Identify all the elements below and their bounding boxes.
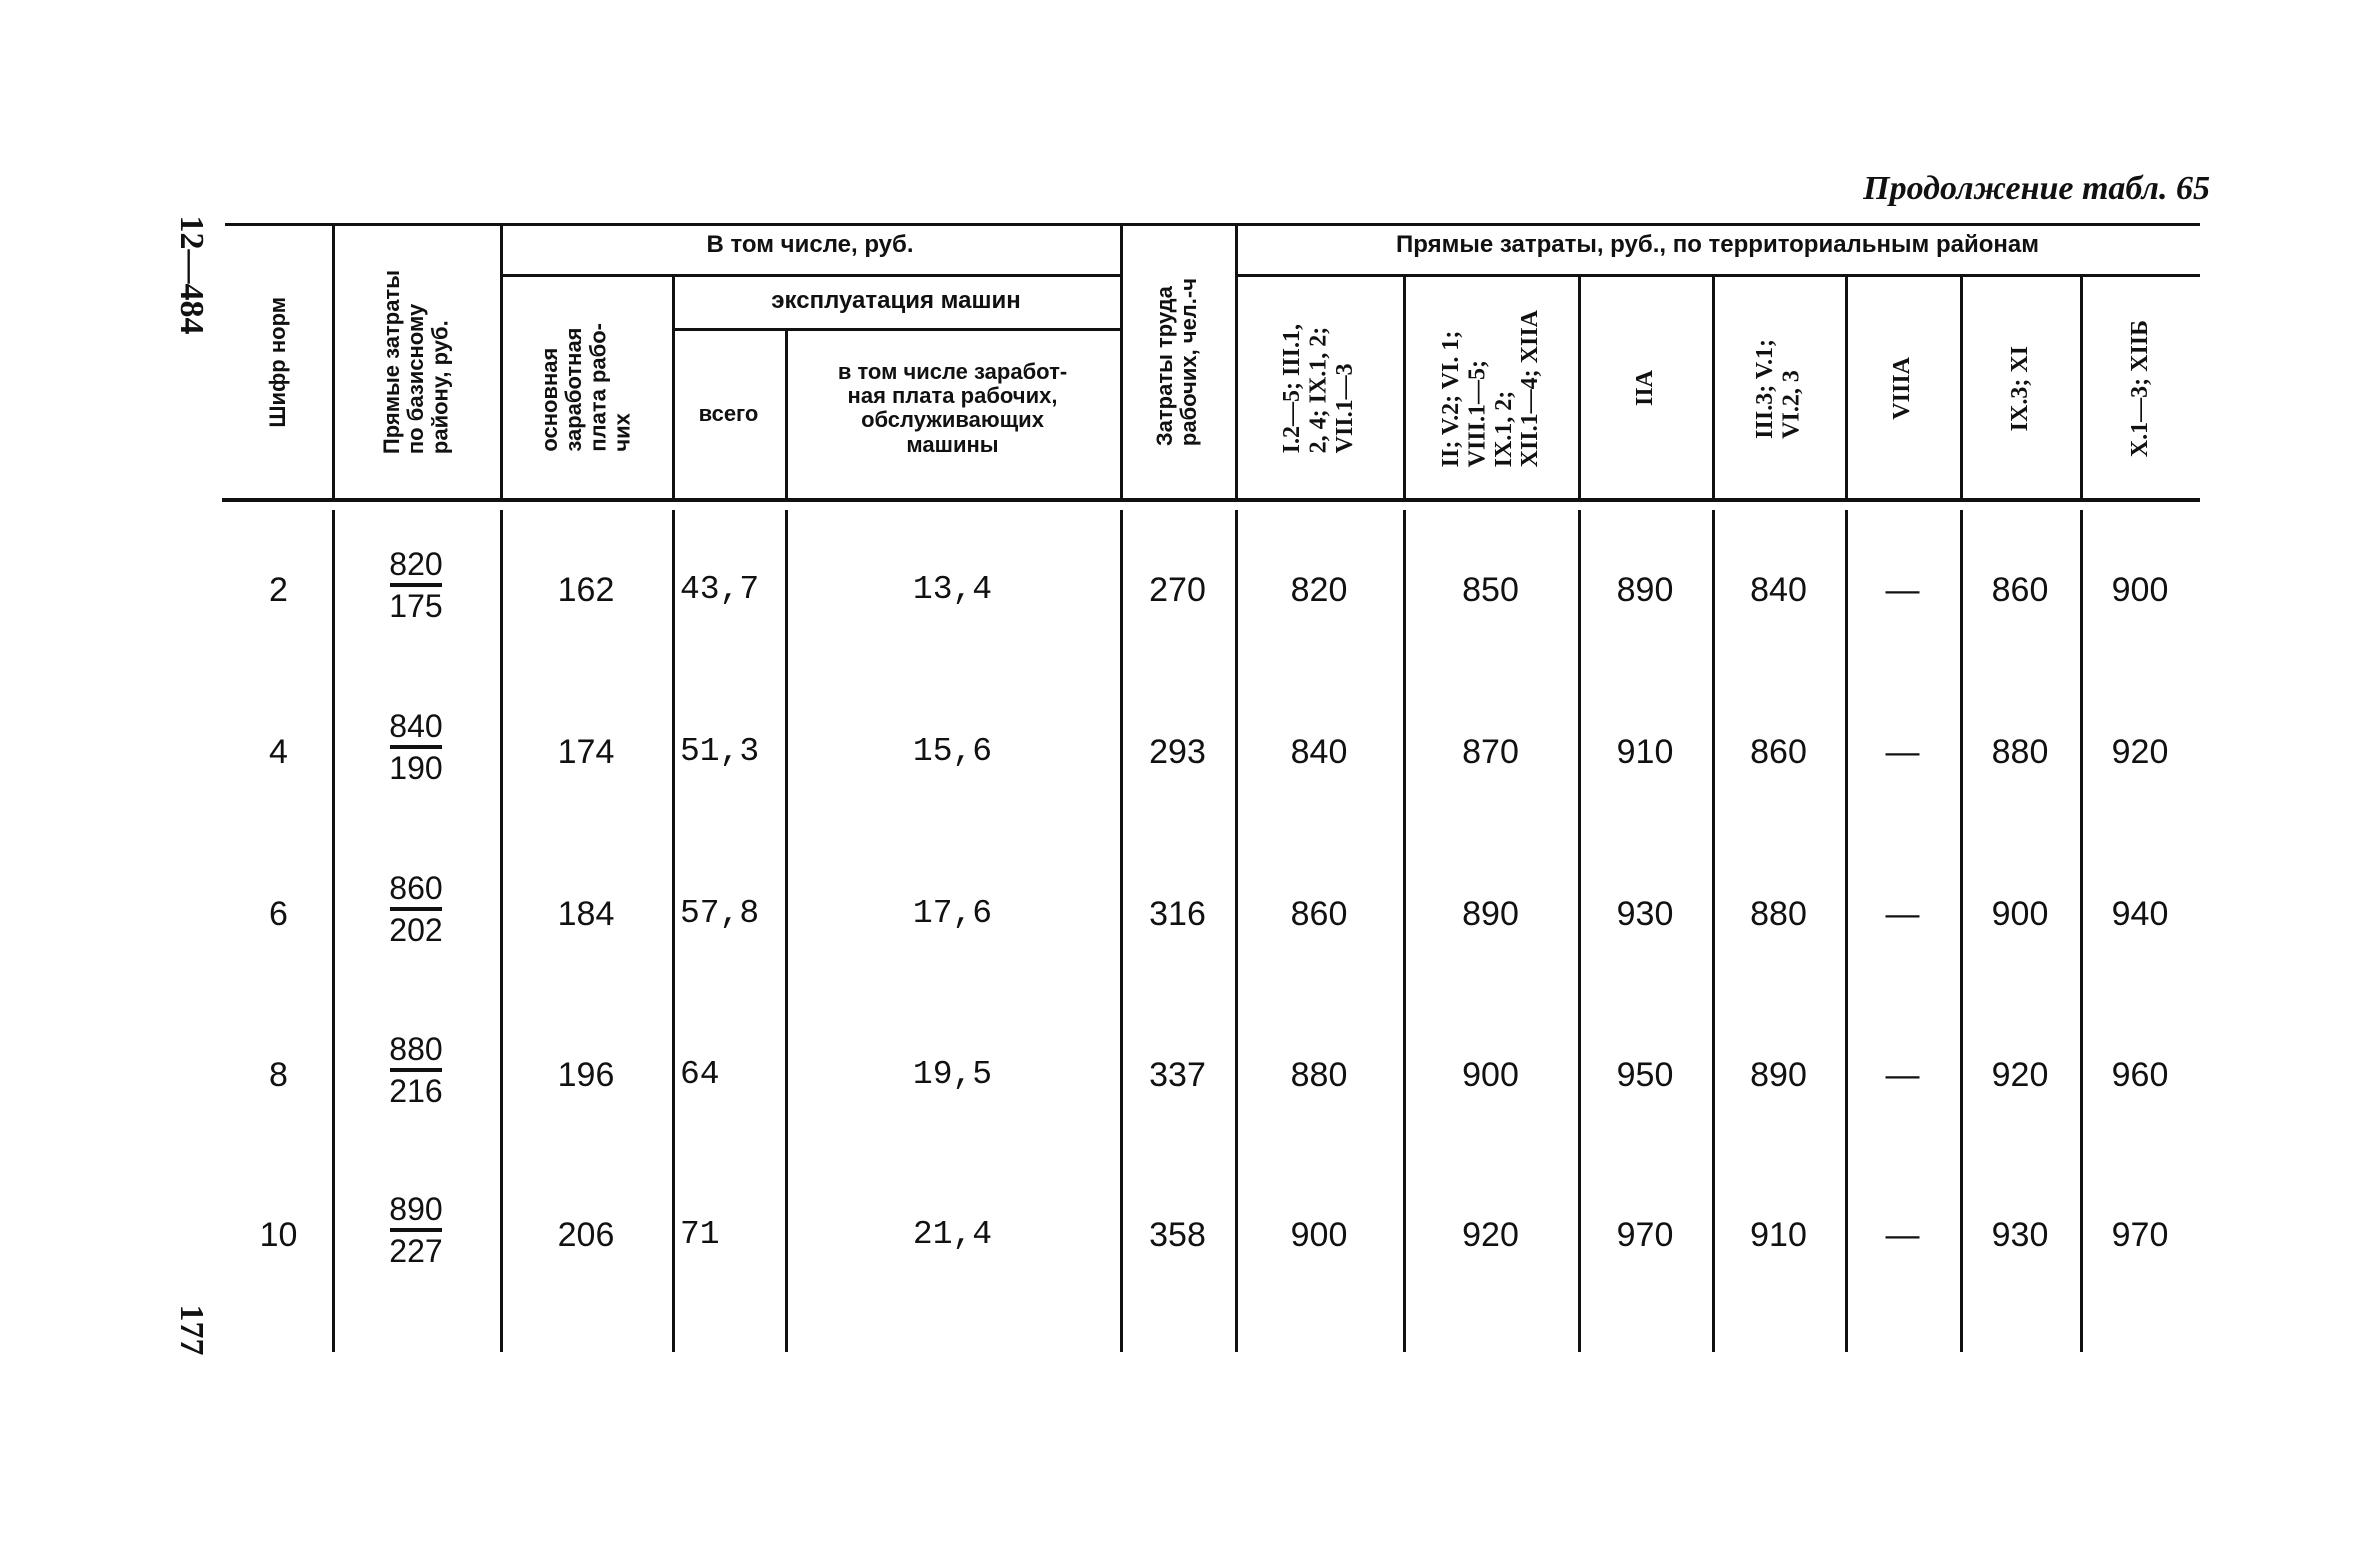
cell-region-4: 910 [1750,1216,1807,1254]
header-region-2-text: II; V.2; VI. 1; VIII.1—5; IX.1, 2; XII.1—4; XIIA [1437,309,1543,468]
cell-pryamye-base-fraction [332,869,500,949]
cell-v-tom-zarabot: 13,4 [912,571,993,608]
cell-zatraty-truda: 316 [1149,895,1206,933]
header-shifr [225,226,332,498]
cell-shifr: 4 [269,733,288,771]
header-region-3 [1578,279,1712,498]
cell-region-7: 940 [2111,895,2169,933]
fraction-numerator: 880 [389,1031,443,1067]
cell-zatraty-truda: 270 [1149,571,1206,609]
body-column-divider [672,510,675,1352]
fraction-denominator: 175 [389,588,443,624]
group-rule-pryamye [1235,274,2200,277]
cell-vsego: 64 [680,1056,720,1093]
cell-osnovnaya: 196 [557,1056,615,1094]
header-region-3-text: IIA [1631,370,1658,407]
page-side-label-top: 12—484 [173,215,210,335]
cell-region-1: 840 [1290,733,1348,771]
cell-osnovnaya: 174 [557,733,615,771]
header-region-7-text: X.1—3; XIIБ [2126,319,2153,458]
cell-region-6: 880 [1991,733,2049,771]
cell-vsego: 57,8 [680,895,760,932]
cell-region-5: — [1885,895,1920,933]
header-osnovnaya-text: основная заработная плата рабо- чих [536,323,635,452]
header-pryamye-base [332,226,500,498]
cell-zatraty-truda: 358 [1149,1216,1206,1254]
fraction-numerator: 860 [389,870,443,906]
cell-region-6: 920 [1991,1056,2049,1094]
cell-region-4: 860 [1750,733,1807,771]
cell-vsego: 51,3 [680,733,760,770]
header-pryamye-base-text: Прямые затраты по базисному району, руб. [378,269,453,455]
header-osnovnaya [500,277,672,498]
cell-region-5: — [1885,571,1920,609]
header-pryamye-rayony: Прямые затраты, руб., по территориальным районам [1396,231,2039,258]
fraction-denominator: 227 [389,1233,443,1269]
cell-v-tom-zarabot: 21,4 [912,1216,993,1253]
header-v-tom-chisle: В том числе, руб. [706,231,914,258]
header-region-4 [1712,279,1845,498]
cell-shifr: 2 [269,571,288,609]
group-rule-ekspl [672,328,1120,331]
header-region-4-text: III.3; V.1; VI.2, 3 [1752,338,1805,439]
fraction-numerator: 840 [389,708,443,744]
cell-region-4: 890 [1750,1056,1807,1094]
table-caption: Продолжение табл. 65 [1863,170,2210,207]
header-region-1-text: I.2—5; III.1, 2, 4; IX.1, 2; VII.1—3 [1279,323,1359,454]
cell-pryamye-base-fraction [332,707,500,787]
cell-pryamye-base-fraction [332,1190,500,1270]
fraction-denominator: 202 [389,912,443,948]
cell-osnovnaya: 184 [557,895,615,933]
cell-region-2: 920 [1462,1216,1519,1254]
cell-vsego: 43,7 [680,571,760,608]
cell-region-5: — [1885,1216,1920,1254]
cell-region-3: 950 [1616,1056,1674,1094]
cell-region-6: 860 [1991,571,2049,609]
cell-pryamye-base-fraction [332,545,500,625]
cell-region-2: 850 [1462,571,1519,609]
header-region-6-text: IX.3; XI [2006,345,2033,432]
cell-region-3: 910 [1616,733,1674,771]
page-number: 177 [173,1304,210,1356]
cell-region-1: 860 [1290,895,1348,933]
cell-region-1: 900 [1290,1216,1348,1254]
cell-v-tom-zarabot: 15,6 [912,733,993,770]
cell-vsego: 71 [680,1216,720,1253]
cell-region-7: 900 [2111,571,2169,609]
header-bottom-rule [222,498,2200,502]
cell-zatraty-truda: 293 [1149,733,1206,771]
cell-region-3: 930 [1616,895,1674,933]
fraction-numerator: 820 [389,546,443,582]
cell-shifr: 8 [269,1056,288,1094]
cell-pryamye-base-fraction [332,1030,500,1110]
cell-region-3: 890 [1616,571,1674,609]
cell-shifr: 6 [269,895,288,933]
header-zatraty-truda-text: Затраты труда рабочих, чел.-ч [1152,277,1202,447]
fraction-numerator: 890 [389,1191,443,1227]
header-ekspluatatsiya: эксплуатация машин [771,287,1021,314]
cell-v-tom-zarabot: 19,5 [912,1056,993,1093]
header-region-6 [1960,279,2080,498]
header-region-7 [2080,279,2200,498]
header-region-2 [1403,279,1578,498]
header-region-5 [1845,279,1960,498]
cell-region-1: 820 [1290,571,1348,609]
cell-region-5: — [1885,733,1920,771]
header-shifr-text: Шифр норм [265,296,291,428]
header-zatraty-truda [1120,226,1235,498]
cell-region-5: — [1885,1056,1920,1094]
cell-region-2: 900 [1462,1056,1519,1094]
cell-region-3: 970 [1616,1216,1674,1254]
cell-osnovnaya: 162 [557,571,615,609]
fraction-denominator: 216 [389,1073,443,1109]
cell-shifr: 10 [259,1216,298,1254]
cell-region-6: 930 [1991,1216,2049,1254]
cell-zatraty-truda: 337 [1149,1056,1206,1094]
cell-region-2: 890 [1462,895,1519,933]
cell-region-7: 920 [2111,733,2169,771]
cell-region-4: 840 [1750,571,1807,609]
cell-region-2: 870 [1462,733,1519,771]
cell-v-tom-zarabot: 17,6 [912,895,993,932]
header-v-tom-zarabot: в том числе заработ- ная плата рабочих, обслуживающих машины [837,359,1068,457]
cell-region-7: 970 [2111,1216,2169,1254]
cell-region-4: 880 [1750,895,1807,933]
cell-region-6: 900 [1991,895,2049,933]
cell-region-1: 880 [1290,1056,1348,1094]
cell-osnovnaya: 206 [557,1216,615,1254]
fraction-denominator: 190 [389,750,443,786]
header-region-1 [1235,279,1403,498]
header-region-5-text: VIIIA [1889,357,1916,420]
header-vsego: всего [698,401,759,426]
cell-region-7: 960 [2111,1056,2169,1094]
